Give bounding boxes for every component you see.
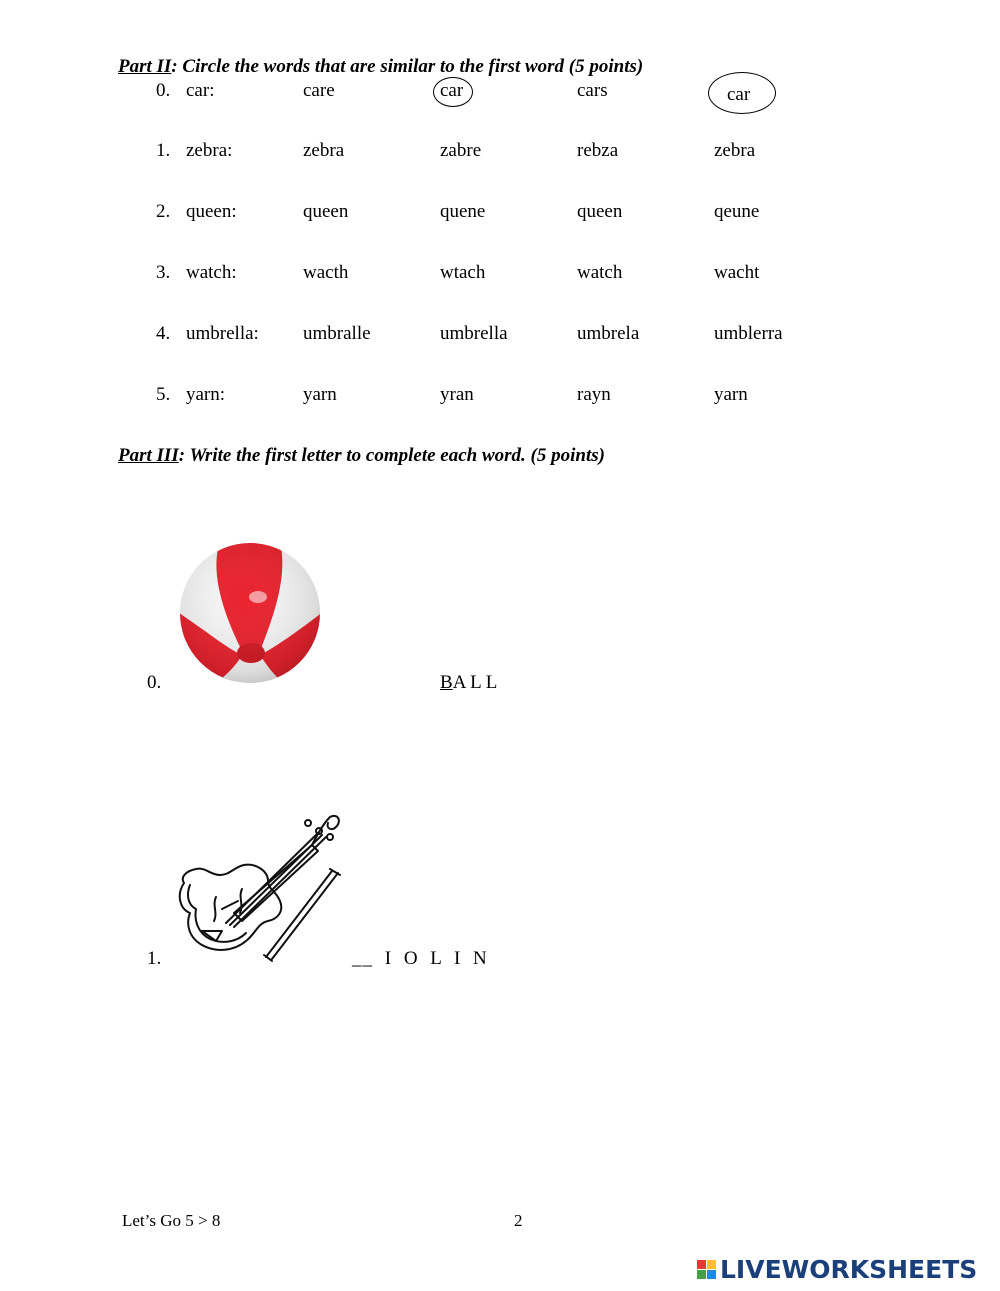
row-number: 4. xyxy=(156,323,171,344)
row-number: 0. xyxy=(156,80,171,101)
option[interactable]: wacth xyxy=(303,262,349,283)
row-number: 2. xyxy=(156,201,171,222)
row-number: 5. xyxy=(156,384,171,405)
word-rest: A L L xyxy=(452,672,498,693)
liveworksheets-logo[interactable] xyxy=(697,1254,977,1284)
word-rest: I O L I N xyxy=(384,948,488,969)
option[interactable]: umblerra xyxy=(714,323,783,344)
answer-letter: B xyxy=(440,672,453,693)
row-number: 3. xyxy=(156,262,171,283)
option[interactable]: watch xyxy=(577,262,623,283)
part2-label: Part II xyxy=(118,56,172,77)
option[interactable]: yarn xyxy=(714,384,748,405)
part2-instruction: : Circle the words that are similar to the first word (5 points) xyxy=(171,56,644,77)
option-circled[interactable]: car xyxy=(440,80,464,101)
option[interactable]: umbrella xyxy=(440,323,508,344)
option[interactable]: umbralle xyxy=(303,323,371,344)
row-number: 1. xyxy=(156,140,171,161)
part3-label: Part III xyxy=(118,445,179,466)
logo-square xyxy=(697,1270,706,1279)
word-letters xyxy=(352,948,488,970)
option[interactable]: cars xyxy=(577,80,608,101)
option[interactable]: yarn xyxy=(303,384,337,405)
violin-icon xyxy=(172,805,344,967)
option[interactable]: zabre xyxy=(440,140,482,161)
option[interactable]: wtach xyxy=(440,262,486,283)
item-number: 0. xyxy=(147,672,162,693)
logo-square xyxy=(697,1260,706,1269)
letter-blank[interactable]: __ xyxy=(352,948,373,969)
option[interactable]: umbrela xyxy=(577,323,640,344)
footer-left: Let’s Go 5 > 8 xyxy=(122,1211,221,1230)
option[interactable]: qeune xyxy=(714,201,760,222)
option[interactable]: quene xyxy=(440,201,486,222)
option[interactable]: zebra xyxy=(303,140,345,161)
option[interactable]: rebza xyxy=(577,140,619,161)
option[interactable]: care xyxy=(303,80,335,101)
row-word: queen: xyxy=(186,201,237,222)
item-number: 1. xyxy=(147,948,162,969)
answer-text: car xyxy=(727,84,751,105)
option[interactable]: zebra xyxy=(714,140,756,161)
option[interactable]: rayn xyxy=(577,384,611,405)
row-word: watch: xyxy=(186,262,237,283)
logo-text: LIVEWORKSHEETS xyxy=(720,1254,978,1284)
beach-ball-icon xyxy=(176,541,324,689)
option[interactable]: queen xyxy=(577,201,623,222)
logo-square xyxy=(707,1260,716,1269)
option[interactable]: queen xyxy=(303,201,349,222)
row-word: car: xyxy=(186,80,215,101)
part2-heading xyxy=(118,56,643,78)
row-word: umbrella: xyxy=(186,323,259,344)
word-letters xyxy=(440,672,497,694)
option[interactable]: yran xyxy=(440,384,474,405)
option[interactable]: wacht xyxy=(714,262,760,283)
logo-grid-icon xyxy=(697,1260,716,1279)
part3-instruction: : Write the first letter to complete each word. (5 points) xyxy=(178,445,605,466)
page-number: 2 xyxy=(514,1211,523,1230)
part3-heading xyxy=(118,445,605,467)
row-word: yarn: xyxy=(186,384,226,405)
logo-square xyxy=(707,1270,716,1279)
row-word: zebra: xyxy=(186,140,233,161)
